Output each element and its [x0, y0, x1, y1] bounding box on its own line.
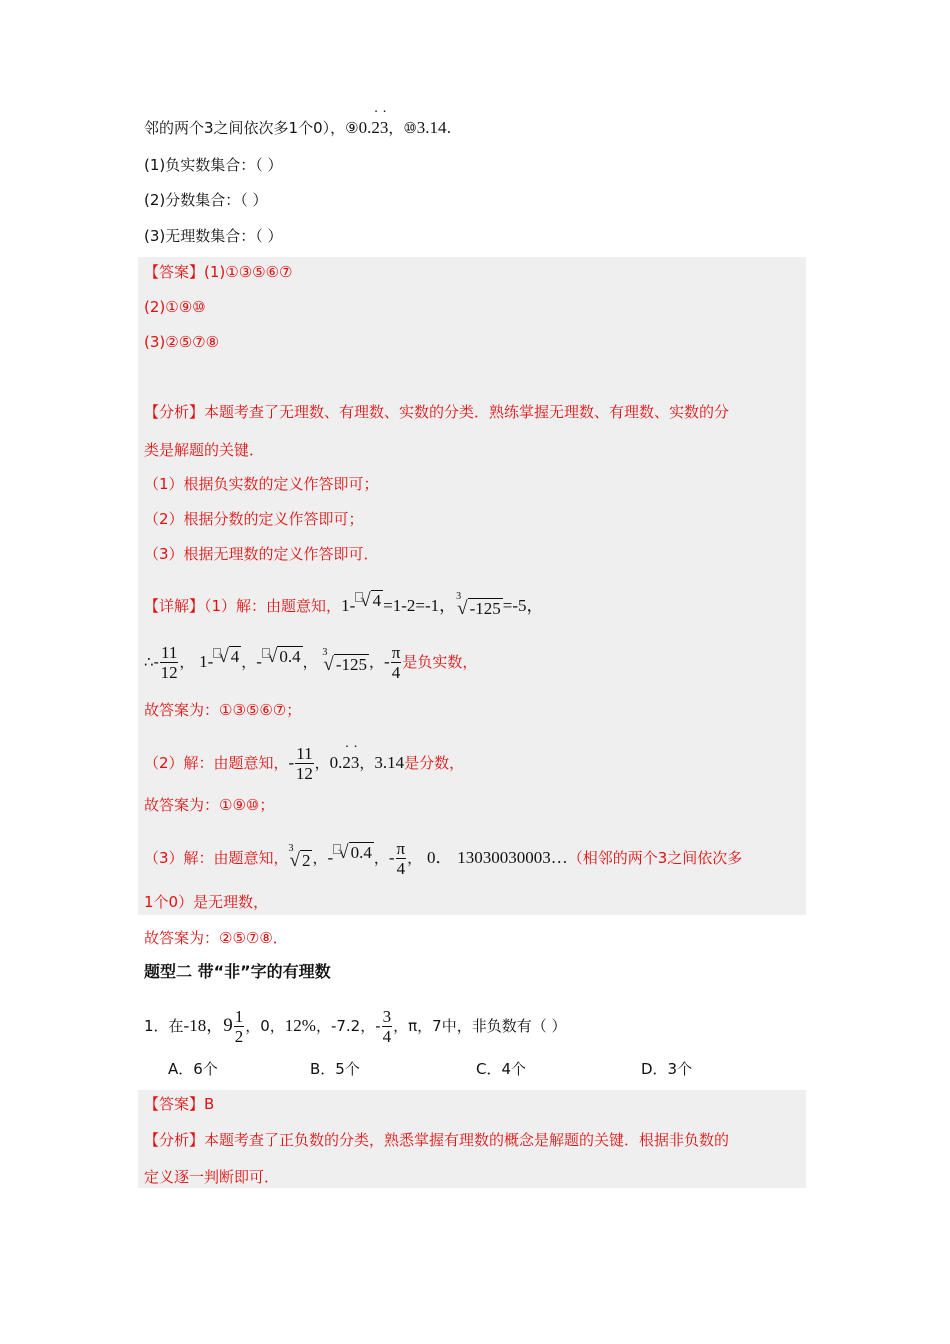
option-d: D．3个 — [641, 1060, 693, 1078]
analysis-line-2: 类是解题的关键． — [144, 441, 265, 459]
intro-line: 邻的两个3之间依次多1个0），⑨0.2 ˙3 ˙，⑩3.14. — [144, 118, 451, 138]
analysis-line-1: 【分析】本题考查了无理数、有理数、实数的分类．熟练掌握无理数、有理数、实数的分 — [144, 403, 730, 421]
detail-line-4: （3）解：由题意知， 3 √ 2 ，- √ 0.4 ，- $\frac{\pi}{4}$ ， 0． 13030030003…（相邻的两个3之间依次多 — [144, 839, 743, 878]
answer-line-2: (2)①⑨⑩ — [144, 298, 206, 316]
question-3: (3)无理数集合：（ ） — [144, 227, 283, 245]
detail-answer-2: 故答案为：①⑨⑩； — [144, 796, 275, 814]
analysis-2-line-2: 定义逐一判断即可． — [144, 1168, 280, 1186]
analysis-point-2: （2）根据分数的定义作答即可； — [144, 510, 364, 528]
answer-line-3: (3)②⑤⑦⑧ — [144, 333, 220, 351]
detail-line-1: 【详解】（1）解：由题意知，1- √ 4 =1-2=-1， 3 √ -125 =-5， — [144, 590, 544, 619]
question-2-stem: 1．在-18，9 $\frac{1}{2}$ ，0，12%，-7.2，- $\frac{3}{4}$ ，π，7中，非负数有（ ） — [144, 1007, 567, 1046]
detail-answer-3: 故答案为：②⑤⑦⑧． — [144, 929, 288, 947]
answer-shading — [138, 257, 806, 915]
question-1: (1)负实数集合：（ ） — [144, 156, 283, 174]
answer-line-1: 【答案】(1)①③⑤⑥⑦ — [144, 263, 293, 281]
analysis-2-line-1: 【分析】本题考查了正负数的分类，熟悉掌握有理数的概念是解题的关键．根据非负数的 — [144, 1131, 730, 1149]
analysis-point-1: （1）根据负实数的定义作答即可； — [144, 475, 379, 493]
option-b: B．5个 — [310, 1060, 360, 1078]
option-c: C．4个 — [476, 1060, 527, 1078]
detail-line-3: （2）解：由题意知，- $\frac{11}{12}$ ，0.2 ˙3 ˙，3.14是分数， — [144, 745, 464, 782]
answer-2-line: 【答案】B — [144, 1095, 215, 1113]
detail-line-5: 1个0）是无理数， — [144, 893, 269, 911]
section-title: 题型二 带“非”字的有理数 — [144, 962, 331, 981]
detail-line-2: ∴- $\frac{11}{12}$ ， 1- √ 4 ，- √ 0.4 ， 3 √ -125 ，- $\frac{\pi}{4}$ 是负实数， — [144, 643, 478, 682]
analysis-point-3: （3）根据无理数的定义作答即可． — [144, 545, 379, 563]
detail-answer-1: 故答案为：①③⑤⑥⑦； — [144, 701, 302, 719]
question-2: (2)分数集合：（ ） — [144, 191, 268, 209]
option-a: A．6个 — [168, 1060, 218, 1078]
